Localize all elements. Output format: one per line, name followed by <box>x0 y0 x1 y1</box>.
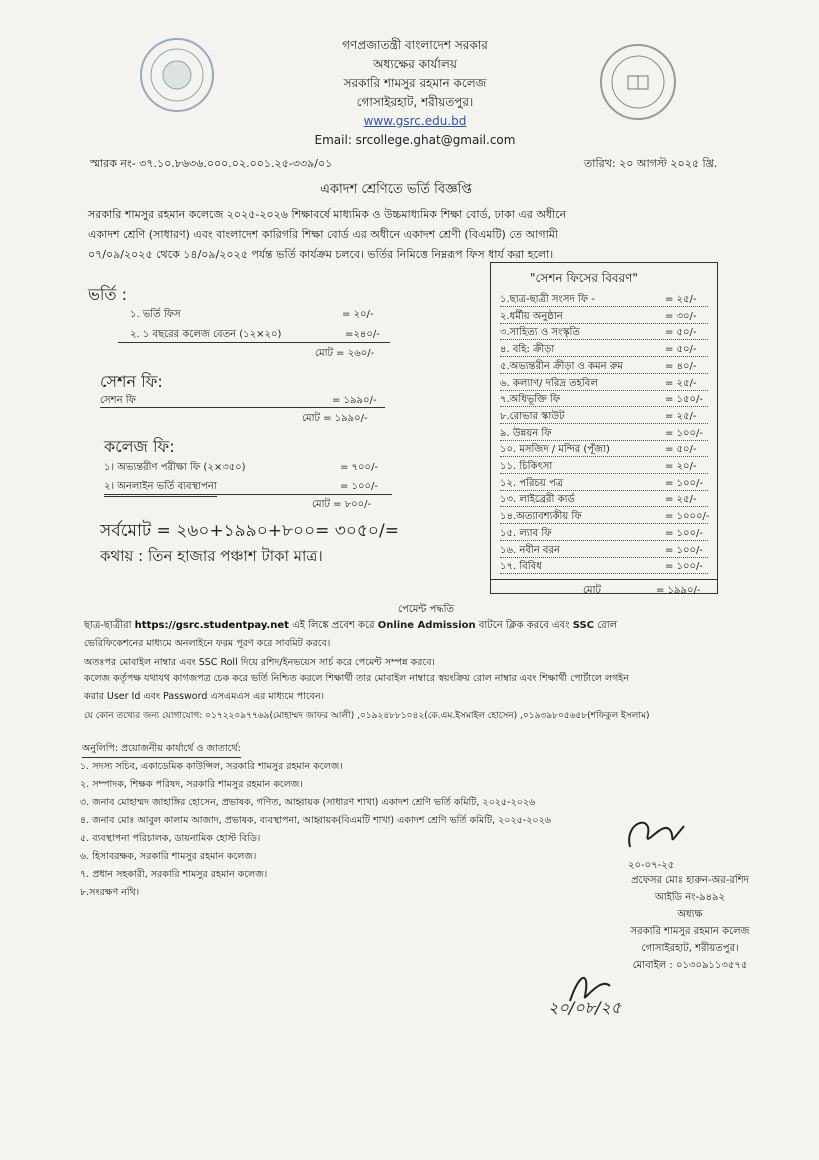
session-box-row-rule <box>500 440 708 441</box>
principal-signature <box>622 812 692 861</box>
session-box-total-value: = ১৯৯০/- <box>656 585 701 596</box>
session-total: মোট = ১৯৯০/- <box>302 413 368 424</box>
session-box-item-label: ১০. মসজিদ / মন্দির (পূঁজা) <box>500 444 610 456</box>
session-box-item-label: ৫.অভ্যন্তরীন ক্রীড়া ও কমন রুম <box>500 360 623 372</box>
session-box-row-rule <box>500 573 708 574</box>
session-box-item-label: ২.ধর্মীয় অনুষ্ঠান <box>500 310 563 322</box>
payment-line-2: ভেরিফিকেশনের মাধ্যমে অনলাইনে ফরম পূরণ করে সাবমিট করবে। <box>84 638 331 649</box>
payment-heading: পেমেন্ট পদ্ধতি <box>398 604 454 615</box>
session-box-item-value: = ৩০/- <box>665 310 697 322</box>
session-box-item-label: ১.ছাত্র-ছাত্রী সংসদ ফি - <box>500 294 595 305</box>
session-box-row-rule <box>500 456 708 457</box>
session-box-row-rule <box>500 323 708 324</box>
memo-ref: স্মারক নং- ৩৭.১০.৮৬৩৬.০০০.০২.০০১.২৫-৩৩৯/০১ <box>90 157 333 170</box>
online-fee-label: ২। অনলাইন ভর্তি ব্যবস্থাপনা <box>104 479 217 497</box>
contact-line: যে কোন তথ্যের জন্য যোগাযোগ: ০১৭২২০৯৭৭৬৯(মোহাম্মদ জাফর আলী) ,০১৯২৪৮৮১০৪২(কে.এম.ইসমাইল হোসেন) ,০১৯৩৯৮০৫৬৫৮(শফিকুল ইসলাম) <box>84 711 650 721</box>
payment-roll: রোল <box>597 620 618 631</box>
college-rule <box>104 494 392 495</box>
notice-body-3: ০৭/০৯/২০২৫ থেকে ১৪/০৯/২০২৫ পর্যন্ত ভর্তি কার্যক্রম চলবে। ভর্তির নিমিত্তে নিম্নরূপ ফিস ধার্য করা হলো। <box>88 248 554 261</box>
notice-title: একাদশ শ্রেণিতে ভর্তি বিজ্ঞপ্তি <box>320 182 472 197</box>
cc-item: ৪. জনাব মোঃ আবুল কালাম আজাদ, প্রভাষক, ব্যবস্থাপনা, আহ্বায়ক(বিএমটি শাখা) একাদশ শ্রেণি ভর্তি কমিটি, ২০২৫-২০২৬ <box>80 815 551 826</box>
cc-heading: অনুলিপি: প্রয়োজনীয় কার্যার্থে ও জাতার্থে: <box>82 742 241 758</box>
session-box-item-value: = ৫০/- <box>665 444 697 456</box>
session-box-item-value: = ৫০/- <box>665 344 697 356</box>
session-box-item-value: = ১০০/- <box>665 561 704 573</box>
principal-college: সরকারি শামসুর রহমান কলেজ <box>630 926 750 937</box>
session-box-item-value: = ১০০/- <box>665 527 704 539</box>
session-box-item-value: = ৪০/- <box>665 360 697 372</box>
session-box-total-label: মোট <box>583 585 601 596</box>
session-fee-value: = ১৯৯০/- <box>332 395 377 406</box>
session-box-item-label: ৭.অধিভূক্তি ফি <box>500 394 561 406</box>
grand-total: সর্বমোট = ২৬০+১৯৯০+৮০০= ৩০৫০/= <box>100 521 399 541</box>
session-box-item-label: ১৩. লাইব্রেরী কার্ড <box>500 494 575 506</box>
principal-place: গোসাইরহাট, শরীয়তপুর। <box>641 943 739 954</box>
payment-line-5: করার User Id এবং Password এসএমএস এর মাধ্যমে পাবেন। <box>84 691 325 702</box>
office-header <box>250 36 580 150</box>
cc-item: ৩. জনাব মোহাম্মদ জাহাঙ্গির হোসেন, প্রভাষক, গণিত, আহ্বায়ক (সাধারণ শাখা) একাদশ শ্রেণি ভর্তি কমিটি, ২০২৫-২০২৬ <box>80 797 536 808</box>
total-in-words: কথায় : তিন হাজার পঞ্চাশ টাকা মাত্র। <box>100 547 323 565</box>
session-box-row-rule <box>500 306 708 307</box>
session-box-total-rule <box>490 579 718 580</box>
cc-item: ৬. হিসাবরক্ষক, সরকারি শামসুর রহমান কলেজ। <box>80 851 257 862</box>
session-box-item-value: = ১০০০/- <box>665 511 710 523</box>
session-box-item-value: = ২৫/- <box>665 410 697 422</box>
cc-item: ২. সম্পাদক, শিক্ষক পরিষদ, সরকারি শামসুর রহমান কলেজ। <box>80 779 303 790</box>
online-fee-value: = ১০০/- <box>340 481 379 492</box>
session-box-row-rule <box>500 423 708 424</box>
session-box-item-label: ৮.রোভার স্কাউট <box>500 410 565 422</box>
govt-seal-logo <box>140 38 214 112</box>
office-name: অধ্যক্ষের কার্যালয় <box>373 57 457 71</box>
session-box-row-rule <box>500 473 708 474</box>
cc-item: ১. সদস্য সচিব, একাডেমিক কাউন্সিল, সরকারি শামসুর রহমান কলেজ। <box>80 761 343 772</box>
session-box-row-rule <box>500 540 708 541</box>
session-box-item-label: ১৬. নবীন বরন <box>500 544 560 556</box>
notice-body-2: একাদশ শ্রেণি (সাধারণ) এবং বাংলাদেশ কারিগরি শিক্ষা বোর্ড এর অধীনে একাদশ শ্রেণী (বিএমটি) তে আগামী <box>88 228 559 241</box>
payment-line-1 <box>84 618 617 635</box>
session-box-item-value: = ২৫/- <box>665 494 697 506</box>
principal-mobile: মোবাইল : ০১৩০৯১১৩৫৭৫ <box>632 960 748 971</box>
session-box-item-label: ৬. কল্যাণ/ দরিদ্র তহবিল <box>500 377 598 389</box>
principal-name: প্রফেসর মোঃ হারুন-অর-রশিদ <box>631 875 749 886</box>
session-box-item-value: = ১০০/- <box>665 427 704 439</box>
session-box-item-label: ১৭. বিবিধ <box>500 561 542 573</box>
session-rule <box>100 407 385 408</box>
payment-line-4: কলেজ কর্তৃপক্ষ যথাযথ কাগজপত্র চেক করে ভর্তি নিশ্চিত করলে শিক্ষার্থী তার মোবাইল নাম্বারে স্বয়ংক্রিয় রোল নাম্বার এবং শিক্ষার্থী পোর্টালে লগইন <box>84 673 629 684</box>
second-signature-date: ২০/০৮/২৫ <box>548 998 622 1017</box>
principal-title: অধ্যক্ষ <box>677 909 703 920</box>
session-box-item-value: = ২৫/- <box>665 294 697 305</box>
payment-enter-link: এই লিঙ্কে প্রবেশ করে <box>292 620 375 631</box>
session-box-item-label: ১১. চিকিৎসা <box>500 461 553 472</box>
college-seal-logo <box>600 44 676 120</box>
email-text: Email: srcollege.ghat@gmail.com <box>314 133 516 147</box>
session-box-row-rule <box>500 406 708 407</box>
admission-fee-label: ১. ভর্তি ফিস <box>130 309 181 320</box>
session-box-row-rule <box>500 490 708 491</box>
principal-block <box>600 872 780 974</box>
session-box-item-label: ৩.সাহিত্য ও সংস্কৃতি <box>500 327 580 339</box>
payment-click: বাটনে ক্লিক করবে এবং <box>478 620 570 631</box>
website-link[interactable]: www.gsrc.edu.bd <box>363 114 467 128</box>
session-box-row-rule <box>500 339 708 340</box>
session-box-item-value: = ১০০/- <box>665 544 704 556</box>
session-box-title: "সেশন ফিসের বিবরণ" <box>530 271 638 285</box>
admission-heading: ভর্তি : <box>88 285 127 304</box>
govt-name: গণপ্রজাতন্ত্রী বাংলাদেশ সরকার <box>342 38 488 52</box>
college-fee-heading: কলেজ ফি: <box>104 437 175 456</box>
session-box-item-label: ৯. উন্নয়ন ফি <box>500 427 552 439</box>
college-address: গোসাইরহাট, শরীয়তপুর। <box>356 95 474 109</box>
session-box-item-value: = ৫০/- <box>665 327 697 339</box>
notice-body-1: সরকারি শামসুর রহমান কলেজে ২০২৫-২০২৬ শিক্ষাবর্ষে মাধ্যমিক ও উচ্চমাধ্যমিক শিক্ষা বোর্ড, ঢাকা এর অধীনে <box>88 208 567 221</box>
payment-line-3: অতঃপর মোবাইল নাম্বার এবং SSC Roll দিয়ে রশিদ/ইনভয়েস সার্চ করে পেমেন্ট সম্পন্ন করবে। <box>84 657 435 668</box>
admission-total: মোট = ২৬০/- <box>315 348 375 359</box>
session-box-item-label: ১২. পরিচয় পত্র <box>500 477 564 489</box>
exam-fee-value: = ৭০০/- <box>340 462 379 473</box>
tuition-fee-label: ২. ১ বছরের কলেজ বেতন (১২×২০) <box>130 329 282 340</box>
session-box-item-value: = ১৫০/- <box>665 394 704 406</box>
tuition-fee-value: =২৪০/- <box>345 329 380 340</box>
online-admission-text: Online Admission <box>377 620 476 631</box>
session-box-item-label: ১৪.অত্যাবশ্যকীয় ফি <box>500 511 582 523</box>
session-box-row-rule <box>500 506 708 507</box>
admission-fee-value: = ২০/- <box>342 309 374 320</box>
cc-item: ৫. ব্যবস্থাপনা পরিচালক, ডায়নামিক হোস্ট বিডি। <box>80 833 261 844</box>
payment-students: ছাত্র-ছাত্রীরা <box>84 620 132 631</box>
college-name: সরকারি শামসুর রহমান কলেজ <box>343 76 487 90</box>
memo-date: তারিখ: ২০ আগস্ট ২০২৫ খ্রি. <box>584 157 718 170</box>
session-heading: সেশন ফি: <box>100 372 163 391</box>
session-box-row-rule <box>500 373 708 374</box>
session-box-row-rule <box>500 390 708 391</box>
session-box-row-rule <box>500 356 708 357</box>
session-box-item-label: ৪. বহি: ক্রীড়া <box>500 344 555 356</box>
session-box-item-label: ১৫. ল্যাব ফি <box>500 527 552 539</box>
cc-item: ৮.সংরক্ষণ নথি। <box>80 887 140 898</box>
principal-id: আইডি নং-৯৪৯২ <box>654 892 726 903</box>
ssc-text: SSC <box>572 620 594 631</box>
session-box-item-value: = ২৫/- <box>665 377 697 389</box>
session-box-item-value: = ২০/- <box>665 461 697 472</box>
session-box-item-value: = ১০০/- <box>665 477 704 489</box>
cc-item: ৭. প্রধান সহকারী, সরকারি শামসুর রহমান কলেজ। <box>80 869 268 880</box>
exam-fee-label: ১। অভ্যন্তরীণ পরীক্ষা ফি (২×৩৫০) <box>104 462 246 473</box>
signature-date: ২০-০৭-২৫ <box>628 860 675 871</box>
admission-rule <box>118 342 390 343</box>
college-fee-total: মোট = ৮০০/- <box>312 499 372 510</box>
session-box-row-rule <box>500 523 708 524</box>
session-box-row-rule <box>500 557 708 558</box>
session-fee-label: সেশন ফি <box>100 395 136 406</box>
studentpay-link[interactable]: https://gsrc.studentpay.net <box>134 620 289 631</box>
